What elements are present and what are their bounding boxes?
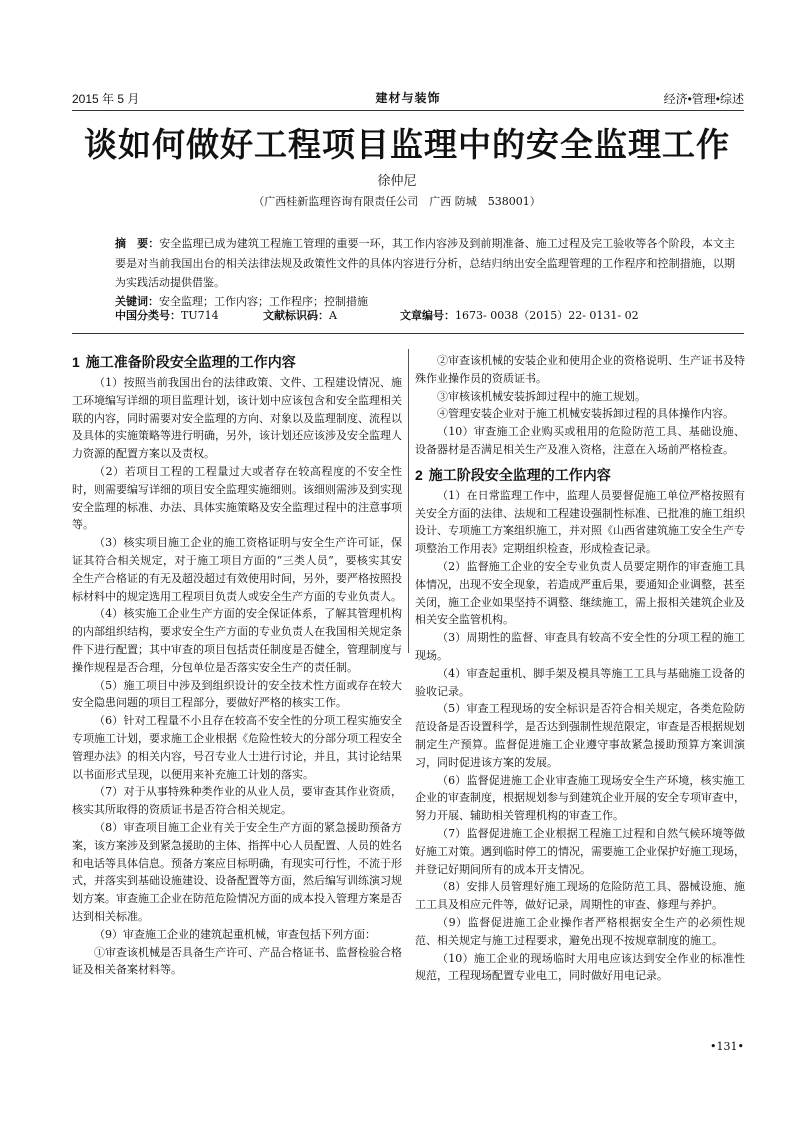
abstract-label: 摘 要： — [115, 238, 160, 250]
left-column — [72, 352, 402, 979]
right-column — [415, 352, 745, 985]
section-1-number: 1 — [72, 354, 80, 370]
article-number-value: 1673- 0038（2015）22- 0131- 02 — [455, 309, 639, 322]
doc-code-field — [263, 307, 337, 323]
paragraph: （2）若项目工程的工程量过大或者存在较高程度的不安全性时，则需要编写详细的项目安全监理实施细则。该细则需涉及到实现安全监理的标准、办法、具体实施策略及安全监理过程中的注意事项等。 — [72, 464, 402, 532]
clc-label: 中国分类号： — [115, 309, 181, 322]
article-title: 谈如何做好工程项目监理中的安全监理工作 — [84, 125, 730, 164]
header-date: 2015 年 5 月 — [72, 92, 140, 106]
header-rule — [72, 110, 744, 111]
paragraph: （1）按照当前我国出台的法律政策、文件、工程建设情况、施工环境编写详细的项目监理计划，该计划中应该包含和安全监理相关联的内容，同时需要对安全监理的方向、对象以及监理制度、流程以及具体的实施策略等进行明确，另外，该计划还应该涉及安全监理人力资源的配置方案以及责权。 — [72, 376, 402, 461]
article-author: 徐仲尼 — [377, 174, 417, 189]
page-number: •131• — [710, 1040, 744, 1053]
header-section: 经济•管理•综述 — [663, 92, 744, 106]
article-number-label: 文章编号： — [400, 309, 455, 322]
paragraph: （2）监督施工企业的安全专业负责人员要定期作的审查施工具体情况，出现不安全现象，若造成严重后果，要通知企业调整，甚至关闭，施工企业如果坚持不调整、继续施工，需上报相关建筑企业及相关安全监管机构。 — [415, 559, 745, 627]
keywords-text: 安全监理；工作内容；工作程序；控制措施 — [159, 295, 368, 308]
clc-value: TU714 — [181, 309, 219, 322]
paragraph: （10）审查施工企业购买或租用的危险防范工具、基础设施、设备器材是否满足相关生产及准入资格，注意在入场前严格检查。 — [415, 425, 745, 456]
section-2-title: 施工阶段安全监理的工作内容 — [428, 466, 611, 483]
section-2-heading — [415, 465, 745, 485]
running-header — [72, 90, 744, 108]
paragraph: （8）审查项目施工企业有关于安全生产方面的紧急援助预备方案，该方案涉及到紧急援助的主体、指挥中心人员配置、人员的姓名和电话等具体信息。预备方案应目标明确，有现实可行性，不流于形式，并落实到基础设施建设、设备配置等方面，然后编写训练演习规划方案。审查施工企业在防范危险情况方面的成本投入管理方案是否达到相关标准。 — [72, 820, 402, 923]
paragraph: （5）施工项目中涉及到组织设计的安全技术性方面或存在较大安全隐患问题的项目工程部分，要做好严格的核实工作。 — [72, 678, 402, 710]
abstract-paragraph — [115, 234, 735, 292]
paragraph: （10）施工企业的现场临时大用电应该达到安全作业的标准性规范，工程现场配置专业电工，同时做好用电记录。 — [415, 951, 745, 983]
keywords-label: 关键词： — [115, 296, 159, 308]
author-affiliation: （广西桂新监理咨询有限责任公司 广西 防城 538001） — [253, 195, 541, 208]
header-journal-name: 建材与装饰 — [375, 91, 441, 105]
paragraph: （3）周期性的监督、审查具有较高不安全性的分项工程的施工现场。 — [415, 631, 745, 662]
column-divider — [408, 349, 409, 653]
paragraph: ①审查该机械是否具备生产许可、产品合格证书、监督检验合格证及相关备案材料等。 — [72, 945, 402, 977]
paragraph: ②审查该机械的安装企业和使用企业的资格说明、生产证书及特殊作业操作员的资质证书。 — [415, 354, 745, 385]
paragraph: （4）审查起重机、脚手架及模具等施工工具与基础施工设备的验收记录。 — [415, 666, 745, 698]
paragraph: （3）核实项目施工企业的施工资格证明与安全生产许可证，保证其符合相关规定，对于施工项目方面的“三类人员”，要核实其安全生产合格证的有无及超没超过有效使用时间，另外，要严格按照投标材料中的规定选用工程项目负责人或安全生产方面的专业负责人。 — [72, 536, 402, 603]
section-2-number: 2 — [415, 466, 423, 483]
abstract-rule — [72, 333, 744, 334]
paragraph: （1）在日常监理工作中，监理人员要督促施工单位严格按照有关安全方面的法律、法规和工程建设强制性标准、已批准的施工组织设计、专项施工方案组织施工，并对照《山西省建筑施工安全生产专项整治工作用表》定期组织检查，形成检查记录。 — [415, 488, 745, 556]
paragraph: （4）核实施工企业生产方面的安全保证体系，了解其管理机构的内部组织结构，要求安全生产方面的专业负责人在我国相关规定条件下进行配置；其中审查的项目包括责任制度是否健全，管理制度与操作规程是否合理，分包单位是否落实安全生产的责任制。 — [72, 607, 402, 674]
paragraph: （9）审查施工企业的建筑起重机械，审查包括下列方面： — [94, 927, 376, 941]
abstract-text: 安全监理已成为建筑工程施工管理的重要一环，其工作内容涉及到前期准备、施工过程及完工验收等各个阶段，本文主要是对当前我国出台的相关法律法规及政策性文件的具体内容进行分析，总结归纳出安全监理管理的工作程序和控制措施，以期为实践活动提供借鉴。 — [115, 237, 736, 289]
paragraph: （5）审查工程现场的安全标识是否符合相关规定，各类危险防范设备是否设置科学，是否达到强制性规范限定，审查是否根据规划制定生产预算。监督促进施工企业遵守事故紧急援助预算方案训演习，同时促进该方案的发展。 — [415, 702, 745, 769]
clc-field — [115, 307, 219, 323]
article-number-field — [400, 307, 639, 323]
paragraph: （7）对于从事特殊种类作业的从业人员，要审查其作业资质，核实其所取得的资质证书是否符合相关规定。 — [72, 785, 402, 817]
doc-code-value: A — [329, 309, 337, 322]
paragraph: ④管理安装企业对于施工机械安装拆卸过程的具体操作内容。 — [437, 407, 734, 421]
paragraph: （6）针对工程量不小且存在较高不安全性的分项工程实施安全专项施工计划，要求施工企业根据《危险性较大的分部分项工程安全管理办法》的相关内容，号召专业人士进行讨论，并且，其讨论结果以书面形式呈现，以便用来补充施工计划的落实。 — [72, 714, 402, 781]
section-1-heading — [72, 352, 402, 372]
section-1-title: 施工准备阶段安全监理的工作内容 — [85, 354, 296, 370]
paragraph: （8）安排人员管理好施工现场的危险防范工具、器械设施、施工工具及相应元件等，做好记录，周期性的审查、修理与养护。 — [415, 880, 745, 912]
paragraph: （9）监督促进施工企业操作者严格根据安全生产的必须性规范、相关规定与施工过程要求，避免出现不按规章制度的施工。 — [415, 915, 745, 947]
paragraph: ③审核该机械安装拆卸过程中的施工规划。 — [437, 389, 646, 403]
paragraph: （7）监督促进施工企业根据工程施工过程和自然气候环境等做好施工对策。遇到临时停工的情况，需要施工企业保护好施工现场，并登记好期间所有的成本开支情况。 — [415, 826, 745, 876]
abstract-block — [115, 234, 735, 312]
doc-code-label: 文献标识码： — [263, 309, 329, 322]
paragraph: （6）监督促进施工企业审查施工现场安全生产环境，核实施工企业的审查制度，根据规划参与到建筑企业开展的安全专项审查中，努力开展、辅助相关管理机构的审查工作。 — [415, 773, 745, 823]
